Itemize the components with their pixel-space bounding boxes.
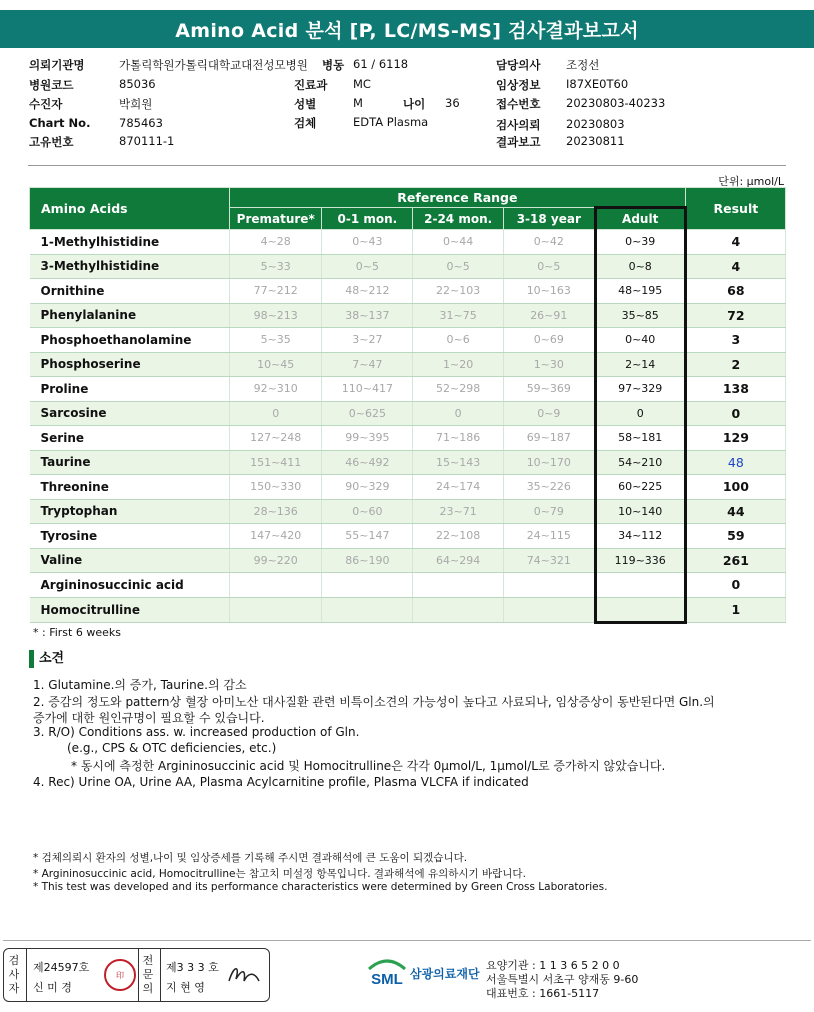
table-row xyxy=(30,573,786,598)
result-value: 72 xyxy=(685,303,785,328)
ref-adult: 0~8 xyxy=(595,254,685,279)
col-adult: Adult xyxy=(595,208,685,230)
result-value: 100 xyxy=(685,475,785,500)
note-line: * Argininosuccinic acid, Homocitrulline는 참고치 미설정 항목입니다. 결과해석에 유의하시기 바랍니다. xyxy=(33,868,526,880)
ref-0-1-mon: 86~190 xyxy=(322,548,413,573)
result-value: 138 xyxy=(685,377,785,402)
aa-name: Argininosuccinic acid xyxy=(30,573,230,598)
ref-3-18-year xyxy=(503,597,595,623)
tester-label-text: 검사자 xyxy=(8,954,20,995)
examinee-label: 수진자 xyxy=(29,97,63,111)
aa-name: Phenylalanine xyxy=(30,303,230,328)
table-row xyxy=(30,401,786,426)
ref-premature xyxy=(230,573,322,598)
table-row xyxy=(30,328,786,353)
ref-3-18-year xyxy=(503,573,595,598)
doctor-label: 담당의사 xyxy=(496,58,541,72)
tester-no: 제24597호 xyxy=(33,961,90,974)
result-value: 129 xyxy=(685,426,785,451)
receipt-label: 접수번호 xyxy=(496,97,541,111)
table-row xyxy=(30,230,786,255)
ref-0-1-mon: 110~417 xyxy=(322,377,413,402)
specialist-label xyxy=(142,954,156,996)
ref-0-1-mon xyxy=(322,573,413,598)
result-value: 48 xyxy=(685,450,785,475)
ref-2-24-mon: 22~108 xyxy=(413,524,504,549)
ref-3-18-year: 35~226 xyxy=(503,475,595,500)
col-2-24-mon: 2-24 mon. xyxy=(413,208,504,230)
sig-divider xyxy=(138,949,139,1001)
receipt-value: 20230803-40233 xyxy=(566,96,666,110)
ref-3-18-year: 0~5 xyxy=(503,254,595,279)
specimen-label: 검체 xyxy=(294,116,317,130)
ref-2-24-mon: 64~294 xyxy=(413,548,504,573)
sex-label: 성별 xyxy=(294,97,317,111)
ref-3-18-year: 0~69 xyxy=(503,328,595,353)
aa-name: Serine xyxy=(30,426,230,451)
ref-adult: 10~140 xyxy=(595,499,685,524)
ref-2-24-mon xyxy=(413,597,504,623)
request-date-label: 검사의뢰 xyxy=(496,118,541,132)
tester-label xyxy=(8,954,22,996)
ref-3-18-year: 74~321 xyxy=(503,548,595,573)
ref-2-24-mon: 0~5 xyxy=(413,254,504,279)
aa-name: Tryptophan xyxy=(30,499,230,524)
ref-2-24-mon: 1~20 xyxy=(413,352,504,377)
ref-adult: 0~40 xyxy=(595,328,685,353)
sex-value: M xyxy=(353,96,363,110)
report-date-label: 결과보고 xyxy=(496,135,541,149)
ref-0-1-mon: 38~137 xyxy=(322,303,413,328)
aa-name: Threonine xyxy=(30,475,230,500)
result-value: 0 xyxy=(685,573,785,598)
result-value: 0 xyxy=(685,401,785,426)
ref-adult: 97~329 xyxy=(595,377,685,402)
ref-2-24-mon: 31~75 xyxy=(413,303,504,328)
ref-2-24-mon: 22~103 xyxy=(413,279,504,304)
dept-value: MC xyxy=(353,77,371,91)
ref-2-24-mon: 23~71 xyxy=(413,499,504,524)
ref-0-1-mon: 55~147 xyxy=(322,524,413,549)
table-row xyxy=(30,597,786,623)
finding-line: 4. Rec) Urine OA, Urine AA, Plasma Acylcarnitine profile, Plasma VLCFA if indicated xyxy=(33,775,529,789)
aa-name: Valine xyxy=(30,548,230,573)
ref-0-1-mon xyxy=(322,597,413,623)
aa-name: Proline xyxy=(30,377,230,402)
ref-0-1-mon: 0~60 xyxy=(322,499,413,524)
ref-premature: 150~330 xyxy=(230,475,322,500)
ref-0-1-mon: 7~47 xyxy=(322,352,413,377)
result-value: 44 xyxy=(685,499,785,524)
clinical-info-value: I87XE0T60 xyxy=(566,77,629,91)
aa-name: 3-Methylhistidine xyxy=(30,254,230,279)
ref-2-24-mon xyxy=(413,573,504,598)
id-no-value: 870111-1 xyxy=(119,134,175,148)
ref-adult: 34~112 xyxy=(595,524,685,549)
ref-3-18-year: 10~170 xyxy=(503,450,595,475)
ref-premature: 4~28 xyxy=(230,230,322,255)
ref-0-1-mon: 46~492 xyxy=(322,450,413,475)
result-value: 59 xyxy=(685,524,785,549)
table-row xyxy=(30,279,786,304)
col-0-1-mon: 0-1 mon. xyxy=(322,208,413,230)
age-label: 나이 xyxy=(403,97,426,111)
signature-box xyxy=(3,948,270,1002)
ref-premature: 77~212 xyxy=(230,279,322,304)
ref-adult: 58~181 xyxy=(595,426,685,451)
ref-premature xyxy=(230,597,322,623)
col-3-18-year: 3-18 year xyxy=(503,208,595,230)
tester-name: 신 미 경 xyxy=(33,981,72,994)
sig-divider xyxy=(160,949,161,1001)
ref-premature: 10~45 xyxy=(230,352,322,377)
tester-seal: 印 xyxy=(104,959,136,991)
lab-phone: 대표번호 : 1661-5117 xyxy=(486,987,600,1000)
ref-3-18-year: 69~187 xyxy=(503,426,595,451)
aa-name: Phosphoserine xyxy=(30,352,230,377)
ref-0-1-mon: 0~5 xyxy=(322,254,413,279)
table-row xyxy=(30,475,786,500)
footnote: * : First 6 weeks xyxy=(33,626,121,639)
ref-0-1-mon: 90~329 xyxy=(322,475,413,500)
ref-3-18-year: 0~79 xyxy=(503,499,595,524)
institution-label: 의뢰기관명 xyxy=(29,58,85,72)
ref-2-24-mon: 0~6 xyxy=(413,328,504,353)
specialist-name: 지 현 영 xyxy=(166,981,205,994)
aa-name: Ornithine xyxy=(30,279,230,304)
finding-line: 2. 증감의 정도와 pattern상 혈장 아미노산 대사질환 관련 비특이소견의 가능성이 높다고 사료되나, 임상증상이 동반된다면 Gln.의 xyxy=(33,695,715,709)
clinical-info-label: 임상정보 xyxy=(496,78,541,92)
ref-premature: 92~310 xyxy=(230,377,322,402)
ref-adult: 48~195 xyxy=(595,279,685,304)
table-row xyxy=(30,499,786,524)
table-body xyxy=(30,230,786,623)
ref-premature: 98~213 xyxy=(230,303,322,328)
ref-premature: 151~411 xyxy=(230,450,322,475)
ref-premature: 147~420 xyxy=(230,524,322,549)
ref-adult: 54~210 xyxy=(595,450,685,475)
findings-title: 소견 xyxy=(29,650,64,668)
chart-no-label: Chart No. xyxy=(29,116,91,130)
sml-logo-text: SML xyxy=(371,971,403,988)
finding-line: 1. Glutamine.의 증가, Taurine.의 감소 xyxy=(33,678,247,692)
ref-0-1-mon: 0~625 xyxy=(322,401,413,426)
note-line: * 검체의뢰시 환자의 성별,나이 및 임상증세를 기록해 주시면 결과해석에 큰 도움이 되겠습니다. xyxy=(33,852,468,864)
ref-adult: 0~39 xyxy=(595,230,685,255)
aa-name: Sarcosine xyxy=(30,401,230,426)
report-date-value: 20230811 xyxy=(566,134,625,148)
age-value: 36 xyxy=(445,96,460,110)
ref-3-18-year: 10~163 xyxy=(503,279,595,304)
table-row xyxy=(30,548,786,573)
aa-name: Tyrosine xyxy=(30,524,230,549)
ward-label: 병동 xyxy=(322,58,345,72)
report-title: Amino Acid 분석 [P, LC/MS-MS] 검사결과보고서 xyxy=(0,10,814,48)
examinee-value: 박희원 xyxy=(119,97,153,111)
signature-mark xyxy=(226,961,262,989)
result-value: 4 xyxy=(685,254,785,279)
col-result: Result xyxy=(685,188,785,230)
ref-2-24-mon: 71~186 xyxy=(413,426,504,451)
ref-3-18-year: 24~115 xyxy=(503,524,595,549)
ref-premature: 28~136 xyxy=(230,499,322,524)
ref-adult: 119~336 xyxy=(595,548,685,573)
ref-2-24-mon: 24~174 xyxy=(413,475,504,500)
aa-name: 1-Methylhistidine xyxy=(30,230,230,255)
chart-no-value: 785463 xyxy=(119,116,163,130)
ref-adult: 2~14 xyxy=(595,352,685,377)
ref-adult: 35~85 xyxy=(595,303,685,328)
footer-divider xyxy=(3,940,811,941)
table-row xyxy=(30,426,786,451)
table-row xyxy=(30,303,786,328)
unit-label: 단위: μmol/L xyxy=(718,175,784,188)
ref-premature: 127~248 xyxy=(230,426,322,451)
col-premature: Premature* xyxy=(230,208,322,230)
aa-name: Taurine xyxy=(30,450,230,475)
lab-code: 요양기관 : 1 1 3 6 5 2 0 0 xyxy=(486,959,620,972)
specialist-no: 제3 3 3 호 xyxy=(166,961,219,974)
ref-3-18-year: 1~30 xyxy=(503,352,595,377)
table-row xyxy=(30,254,786,279)
ref-2-24-mon: 15~143 xyxy=(413,450,504,475)
ref-2-24-mon: 52~298 xyxy=(413,377,504,402)
hospital-code-value: 85036 xyxy=(119,77,156,91)
ref-premature: 5~33 xyxy=(230,254,322,279)
result-value: 2 xyxy=(685,352,785,377)
ward-value: 61 / 6118 xyxy=(353,57,409,71)
ref-3-18-year: 26~91 xyxy=(503,303,595,328)
ref-3-18-year: 59~369 xyxy=(503,377,595,402)
ref-0-1-mon: 3~27 xyxy=(322,328,413,353)
ref-adult: 60~225 xyxy=(595,475,685,500)
ref-adult: 0 xyxy=(595,401,685,426)
col-reference-range: Reference Range xyxy=(230,188,686,208)
hospital-code-label: 병원코드 xyxy=(29,78,74,92)
specialist-label-text: 전문의 xyxy=(142,954,154,995)
aa-name: Homocitrulline xyxy=(30,597,230,623)
dept-label: 진료과 xyxy=(294,78,328,92)
request-date-value: 20230803 xyxy=(566,117,625,131)
note-line: * This test was developed and its performance characteristics were determined by Green Cross Laboratories. xyxy=(33,881,608,893)
result-value: 3 xyxy=(685,328,785,353)
result-value: 1 xyxy=(685,597,785,623)
result-value: 68 xyxy=(685,279,785,304)
sml-logo-icon xyxy=(365,955,409,989)
result-value: 4 xyxy=(685,230,785,255)
ref-adult xyxy=(595,573,685,598)
ref-premature: 99~220 xyxy=(230,548,322,573)
amino-acid-table xyxy=(29,187,786,624)
ref-2-24-mon: 0~44 xyxy=(413,230,504,255)
col-amino-acids: Amino Acids xyxy=(30,188,230,230)
table-row xyxy=(30,352,786,377)
finding-line: * 동시에 측정한 Argininosuccinic acid 및 Homocitrulline은 각각 0μmol/L, 1μmol/L로 증가하지 않았습니다. xyxy=(71,759,666,773)
ref-3-18-year: 0~42 xyxy=(503,230,595,255)
sig-divider xyxy=(26,949,27,1001)
doctor-value: 조정선 xyxy=(566,58,600,72)
ref-0-1-mon: 99~395 xyxy=(322,426,413,451)
table-row xyxy=(30,524,786,549)
ref-2-24-mon: 0 xyxy=(413,401,504,426)
result-value: 261 xyxy=(685,548,785,573)
ref-3-18-year: 0~9 xyxy=(503,401,595,426)
ref-0-1-mon: 0~43 xyxy=(322,230,413,255)
divider xyxy=(28,165,786,166)
lab-address: 서울특별시 서초구 양재동 9-60 xyxy=(486,973,639,986)
ref-0-1-mon: 48~212 xyxy=(322,279,413,304)
table-row xyxy=(30,450,786,475)
ref-premature: 5~35 xyxy=(230,328,322,353)
finding-line: 증가에 대한 원인규명이 필요할 수 있습니다. xyxy=(33,711,265,725)
aa-name: Phosphoethanolamine xyxy=(30,328,230,353)
institution-value: 가톨릭학원가톨릭대학교대전성모병원 xyxy=(119,58,308,72)
table-row xyxy=(30,377,786,402)
specimen-value: EDTA Plasma xyxy=(353,115,429,129)
finding-line: (e.g., CPS & OTC deficiencies, etc.) xyxy=(67,741,277,755)
ref-adult xyxy=(595,597,685,623)
id-no-label: 고유번호 xyxy=(29,135,74,149)
lab-name: 삼광의료재단 xyxy=(410,967,480,981)
finding-line: 3. R/O) Conditions ass. w. increased production of Gln. xyxy=(33,725,360,739)
ref-premature: 0 xyxy=(230,401,322,426)
